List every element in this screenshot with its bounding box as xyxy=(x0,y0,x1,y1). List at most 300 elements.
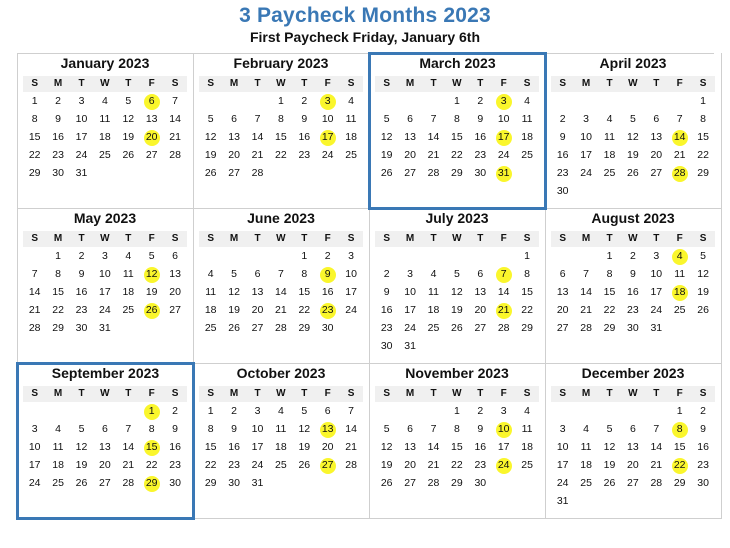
calendar-date: 3 xyxy=(31,423,38,435)
calendar-date: 11 xyxy=(674,268,686,280)
calendar-date: 6 xyxy=(653,113,660,125)
calendar-date: 30 xyxy=(697,477,709,489)
calendar-date: 17 xyxy=(345,286,357,298)
calendar-date: 19 xyxy=(603,459,616,471)
payday-date: 17 xyxy=(492,129,515,146)
calendar-date: 14 xyxy=(275,286,287,298)
calendar-date: 15 xyxy=(521,286,533,298)
calendar-date: 3 xyxy=(653,250,660,262)
calendar-date: 17 xyxy=(251,441,264,453)
calendar-date: 19 xyxy=(298,441,311,453)
calendar-date: 2 xyxy=(301,95,308,107)
calendar-date: 29 xyxy=(52,322,64,334)
calendar-date: 4 xyxy=(101,95,108,107)
calendar-date: 5 xyxy=(78,423,85,435)
calendar-date: 13 xyxy=(627,441,639,453)
calendar-date: 26 xyxy=(228,322,240,334)
calendar-date: 25 xyxy=(427,322,440,334)
calendar-date: 2 xyxy=(559,113,566,125)
calendar-date: 16 xyxy=(228,441,240,453)
calendar-date: 26 xyxy=(75,477,88,489)
calendar-date: 28 xyxy=(427,477,440,489)
calendar-date: 30 xyxy=(52,167,64,179)
calendar-date: 11 xyxy=(99,113,111,125)
weekday-label: W xyxy=(628,233,638,244)
month-title: March 2023 xyxy=(419,55,496,71)
weekday-header xyxy=(199,231,363,247)
calendar-date: 11 xyxy=(52,441,64,453)
calendar-date: 20 xyxy=(404,459,416,471)
calendar-date: 27 xyxy=(169,304,181,316)
calendar-date: 11 xyxy=(122,268,134,280)
weekday-label: S xyxy=(699,388,707,399)
calendar-date: 1 xyxy=(700,95,706,107)
calendar-date: 13 xyxy=(404,131,416,143)
calendar-date: 20 xyxy=(556,304,569,316)
calendar-date: 2 xyxy=(55,95,61,107)
calendar-date: 22 xyxy=(298,304,311,316)
weekday-label: W xyxy=(100,233,110,244)
payday-date: 20 xyxy=(140,129,163,146)
calendar-date: 9 xyxy=(55,113,61,125)
calendar-date: 29 xyxy=(451,167,463,179)
calendar-date: 12 xyxy=(122,113,135,125)
payday-date: 13 xyxy=(316,421,339,438)
calendar-date: 18 xyxy=(580,459,592,471)
month-title: February 2023 xyxy=(233,55,329,71)
calendar-date: 12 xyxy=(75,441,88,453)
month-june xyxy=(193,208,370,364)
calendar-date: 16 xyxy=(474,441,487,453)
calendar-date: 21 xyxy=(580,304,592,316)
weekday-label: M xyxy=(53,78,63,89)
calendar-date: 22 xyxy=(451,149,463,161)
calendar-date: 7 xyxy=(348,405,354,417)
weekday-header xyxy=(551,386,715,402)
calendar-date: 28 xyxy=(28,322,41,334)
calendar-date: 15 xyxy=(697,131,709,143)
calendar-date: 29 xyxy=(673,477,686,489)
calendar-date: 15 xyxy=(204,441,217,453)
weekday-label: F xyxy=(324,233,331,244)
weekday-label: W xyxy=(628,78,638,89)
weekday-label: T xyxy=(653,388,660,399)
payday-date: 14 xyxy=(668,129,691,146)
weekday-label: T xyxy=(301,78,308,89)
calendar-date: 10 xyxy=(251,423,264,435)
calendar-date: 10 xyxy=(99,268,111,280)
calendar-date: 2 xyxy=(383,268,390,280)
calendar-date: 6 xyxy=(324,405,331,417)
payday-date: 21 xyxy=(492,302,515,319)
calendar-date: 23 xyxy=(169,459,181,471)
calendar-date: 30 xyxy=(321,322,334,334)
weekday-label: S xyxy=(523,78,531,89)
calendar-date: 12 xyxy=(627,131,639,143)
calendar-date: 4 xyxy=(606,113,613,125)
calendar-date: 13 xyxy=(251,286,264,298)
calendar-date: 19 xyxy=(697,286,709,298)
calendar-date: 6 xyxy=(477,268,484,280)
weekday-label: S xyxy=(31,388,39,399)
calendar-date: 29 xyxy=(298,322,311,334)
calendar-date: 30 xyxy=(474,167,487,179)
calendar-date: 7 xyxy=(653,423,660,435)
calendar-date: 15 xyxy=(28,131,41,143)
calendar-date: 25 xyxy=(52,477,64,489)
payday-date: 18 xyxy=(668,284,691,301)
calendar-date: 6 xyxy=(101,423,108,435)
calendar-date: 5 xyxy=(606,423,613,435)
calendar-date: 1 xyxy=(453,95,460,107)
payday-date: 17 xyxy=(316,129,339,146)
calendar-date: 13 xyxy=(99,441,111,453)
calendar-date: 10 xyxy=(75,113,88,125)
weekday-label: F xyxy=(148,78,155,89)
calendar-date: 18 xyxy=(99,131,111,143)
weekday-label: F xyxy=(500,388,507,399)
weekday-label: S xyxy=(347,233,355,244)
month-april xyxy=(545,53,722,209)
payday-date: 31 xyxy=(492,165,515,182)
weekday-header xyxy=(551,76,715,92)
calendar-date: 23 xyxy=(474,149,487,161)
calendar-date: 3 xyxy=(407,268,413,280)
calendar-date: 20 xyxy=(321,441,334,453)
calendar-date: 28 xyxy=(275,322,287,334)
calendar-date: 13 xyxy=(650,131,663,143)
calendar-date: 25 xyxy=(603,167,616,179)
calendar-date: 7 xyxy=(172,95,178,107)
payday-date: 1 xyxy=(140,403,163,420)
calendar-date: 19 xyxy=(145,286,158,298)
calendar-date: 8 xyxy=(55,268,61,280)
payday-date: 29 xyxy=(140,475,163,492)
calendar-date: 6 xyxy=(407,423,413,435)
calendar-date: 21 xyxy=(673,149,686,161)
weekday-label: T xyxy=(78,388,85,399)
month-title: June 2023 xyxy=(247,210,315,226)
calendar-date: 20 xyxy=(99,459,111,471)
calendar-date: 10 xyxy=(497,113,510,125)
calendar-date: 5 xyxy=(700,250,706,262)
weekday-label: M xyxy=(229,233,239,244)
calendar-date: 1 xyxy=(31,95,38,107)
calendar-date: 3 xyxy=(500,405,507,417)
calendar-date: 26 xyxy=(451,322,463,334)
calendar-date: 1 xyxy=(301,250,308,262)
month-title: July 2023 xyxy=(425,210,489,226)
calendar-date: 13 xyxy=(169,268,181,280)
calendar-date: 18 xyxy=(521,131,533,143)
calendar-date: 11 xyxy=(521,113,533,125)
calendar-date: 25 xyxy=(275,459,287,471)
weekday-header xyxy=(375,76,539,92)
weekday-label: T xyxy=(606,78,613,89)
calendar-date: 2 xyxy=(231,405,237,417)
calendar-date: 2 xyxy=(700,405,706,417)
calendar-date: 15 xyxy=(451,441,463,453)
weekday-label: M xyxy=(229,388,239,399)
calendar-date: 9 xyxy=(629,268,636,280)
calendar-date: 19 xyxy=(627,149,639,161)
calendar-date: 1 xyxy=(676,405,683,417)
calendar-date: 24 xyxy=(580,167,592,179)
weekday-label: T xyxy=(653,233,660,244)
month-august xyxy=(545,208,722,364)
calendar-date: 23 xyxy=(697,459,709,471)
weekday-label: T xyxy=(430,78,437,89)
calendar-date: 19 xyxy=(451,304,463,316)
calendar-date: 27 xyxy=(228,167,240,179)
calendar-date: 19 xyxy=(75,459,88,471)
payday-date: 8 xyxy=(668,421,691,438)
calendar-date: 11 xyxy=(345,113,357,125)
calendar-date: 30 xyxy=(556,185,569,197)
calendar-date: 25 xyxy=(99,149,111,161)
calendar-date: 25 xyxy=(673,304,686,316)
calendar-date: 22 xyxy=(697,149,709,161)
calendar-date: 6 xyxy=(254,268,261,280)
calendar-date: 9 xyxy=(78,268,85,280)
weekday-label: F xyxy=(676,388,683,399)
calendar-date: 3 xyxy=(78,95,85,107)
calendar-date: 25 xyxy=(122,304,135,316)
weekday-label: T xyxy=(606,233,613,244)
calendar-date: 3 xyxy=(254,405,261,417)
calendar-date: 12 xyxy=(603,441,616,453)
calendar-date: 14 xyxy=(427,441,440,453)
calendar-date: 11 xyxy=(604,131,615,143)
weekday-label: M xyxy=(229,78,239,89)
payday-date: 10 xyxy=(492,421,515,438)
calendar-date: 19 xyxy=(204,149,217,161)
calendar-date: 17 xyxy=(497,441,510,453)
weekday-header xyxy=(375,231,539,247)
weekday-label: T xyxy=(78,233,85,244)
calendar-date: 7 xyxy=(125,423,132,435)
calendar-date: 8 xyxy=(700,113,706,125)
weekday-label: T xyxy=(125,78,132,89)
calendar-date: 22 xyxy=(204,459,217,471)
calendar-date: 2 xyxy=(477,95,484,107)
calendar-date: 22 xyxy=(52,304,64,316)
calendar-date: 9 xyxy=(231,423,237,435)
weekday-label: S xyxy=(383,388,391,399)
calendar-date: 4 xyxy=(348,95,354,107)
calendar-date: 24 xyxy=(75,149,88,161)
weekday-label: S xyxy=(347,388,355,399)
calendar-date: 30 xyxy=(627,322,639,334)
calendar-date: 2 xyxy=(324,250,331,262)
calendar-date: 12 xyxy=(697,268,709,280)
calendar-date: 31 xyxy=(556,495,569,507)
payday-date: 24 xyxy=(492,457,515,474)
calendar-date: 17 xyxy=(28,459,41,471)
weekday-label: M xyxy=(581,388,591,399)
weekday-label: S xyxy=(171,388,179,399)
weekday-label: T xyxy=(477,78,484,89)
calendar-date: 25 xyxy=(580,477,592,489)
payday-date: 12 xyxy=(140,266,163,283)
weekday-label: F xyxy=(148,233,155,244)
calendar-date: 29 xyxy=(521,322,533,334)
calendar-date: 28 xyxy=(251,167,264,179)
payday-date: 28 xyxy=(668,165,691,182)
calendar-date: 17 xyxy=(75,131,88,143)
weekday-label: T xyxy=(125,233,132,244)
calendar-date: 20 xyxy=(228,149,240,161)
calendar-date: 24 xyxy=(99,304,111,316)
weekday-label: W xyxy=(452,388,462,399)
calendar-date: 3 xyxy=(583,113,589,125)
calendar-date: 31 xyxy=(251,477,264,489)
weekday-label: T xyxy=(254,388,261,399)
calendar-date: 14 xyxy=(497,286,510,298)
calendar-date: 22 xyxy=(521,304,533,316)
weekday-label: M xyxy=(53,233,63,244)
calendar-date: 15 xyxy=(673,441,686,453)
calendar-date: 29 xyxy=(204,477,217,489)
calendar-date: 23 xyxy=(228,459,240,471)
calendar-date: 18 xyxy=(122,286,135,298)
page-subtitle: First Paycheck Friday, January 6th xyxy=(249,29,481,45)
calendar-date: 9 xyxy=(383,286,390,298)
calendar-date: 11 xyxy=(428,286,439,298)
weekday-label: W xyxy=(452,78,462,89)
calendar-date: 27 xyxy=(556,322,569,334)
calendar-date: 21 xyxy=(28,304,41,316)
calendar-date: 10 xyxy=(650,268,663,280)
calendar-date: 4 xyxy=(55,423,61,435)
calendar-date: 23 xyxy=(627,304,639,316)
calendar-date: 30 xyxy=(474,477,487,489)
calendar-date: 5 xyxy=(125,95,132,107)
calendar-date: 21 xyxy=(650,459,663,471)
calendar-date: 8 xyxy=(207,423,214,435)
calendar-date: 29 xyxy=(451,477,463,489)
calendar-date: 17 xyxy=(556,459,569,471)
calendar-date: 20 xyxy=(404,149,416,161)
calendar-date: 24 xyxy=(650,304,663,316)
calendar-date: 26 xyxy=(380,477,393,489)
calendar-date: 14 xyxy=(345,423,357,435)
calendar-date: 9 xyxy=(301,113,308,125)
calendar-date: 9 xyxy=(477,113,484,125)
calendar-date: 4 xyxy=(125,250,132,262)
calendar-date: 12 xyxy=(380,441,393,453)
weekday-label: F xyxy=(676,233,683,244)
month-january xyxy=(17,53,194,209)
calendar-date: 12 xyxy=(204,131,217,143)
calendar-date: 12 xyxy=(380,131,393,143)
calendar-date: 5 xyxy=(383,113,390,125)
calendar-date: 7 xyxy=(676,113,683,125)
calendar-date: 3 xyxy=(559,423,566,435)
calendar-date: 31 xyxy=(650,322,663,334)
calendar-date: 7 xyxy=(583,268,589,280)
calendar-date: 16 xyxy=(697,441,709,453)
weekday-label: S xyxy=(171,233,179,244)
weekday-label: T xyxy=(606,388,613,399)
weekday-label: F xyxy=(324,78,331,89)
weekday-label: T xyxy=(477,388,484,399)
calendar-date: 10 xyxy=(28,441,41,453)
calendar-date: 22 xyxy=(451,459,463,471)
weekday-label: M xyxy=(405,233,415,244)
calendar-date: 27 xyxy=(474,322,487,334)
weekday-label: T xyxy=(301,388,308,399)
weekday-label: T xyxy=(430,233,437,244)
calendar-date: 22 xyxy=(28,149,41,161)
calendar-date: 5 xyxy=(231,268,237,280)
calendar-grid xyxy=(17,53,714,517)
weekday-header xyxy=(375,386,539,402)
calendar-date: 10 xyxy=(321,113,334,125)
calendar-date: 13 xyxy=(404,441,416,453)
calendar-date: 9 xyxy=(172,423,178,435)
calendar-date: 3 xyxy=(348,250,354,262)
calendar-date: 5 xyxy=(453,268,460,280)
calendar-date: 18 xyxy=(603,149,616,161)
weekday-label: T xyxy=(125,388,132,399)
weekday-label: M xyxy=(405,388,415,399)
weekday-label: T xyxy=(78,78,85,89)
month-november xyxy=(369,363,546,519)
calendar-date: 27 xyxy=(251,322,264,334)
calendar-date: 27 xyxy=(404,477,416,489)
calendar-date: 16 xyxy=(52,131,64,143)
calendar-date: 8 xyxy=(301,268,308,280)
calendar-date: 28 xyxy=(650,477,663,489)
calendar-date: 24 xyxy=(321,149,334,161)
calendar-date: 6 xyxy=(559,268,566,280)
calendar-date: 21 xyxy=(427,459,440,471)
weekday-label: S xyxy=(31,233,39,244)
calendar-date: 5 xyxy=(383,423,390,435)
weekday-label: W xyxy=(452,233,462,244)
weekday-label: S xyxy=(207,388,215,399)
calendar-date: 15 xyxy=(603,286,616,298)
calendar-date: 21 xyxy=(345,441,357,453)
weekday-label: T xyxy=(653,78,660,89)
calendar-date: 14 xyxy=(122,441,135,453)
calendar-date: 16 xyxy=(556,149,569,161)
calendar-date: 18 xyxy=(275,441,287,453)
calendar-date: 7 xyxy=(430,423,437,435)
calendar-date: 23 xyxy=(298,149,311,161)
calendar-date: 23 xyxy=(380,322,393,334)
calendar-date: 5 xyxy=(148,250,155,262)
calendar-date: 14 xyxy=(251,131,264,143)
calendar-date: 5 xyxy=(301,405,308,417)
calendar-date: 25 xyxy=(521,459,533,471)
payday-date: 7 xyxy=(492,266,515,283)
calendar-date: 27 xyxy=(650,167,663,179)
calendar-date: 18 xyxy=(345,131,357,143)
calendar-date: 1 xyxy=(207,405,214,417)
weekday-label: M xyxy=(405,78,415,89)
calendar-date: 27 xyxy=(627,477,639,489)
weekday-label: T xyxy=(430,388,437,399)
calendar-date: 28 xyxy=(427,167,440,179)
calendar-date: 6 xyxy=(407,113,413,125)
month-may xyxy=(17,208,194,364)
month-february xyxy=(193,53,370,209)
calendar-date: 17 xyxy=(404,304,416,316)
weekday-label: S xyxy=(559,78,567,89)
calendar-date: 14 xyxy=(169,113,181,125)
